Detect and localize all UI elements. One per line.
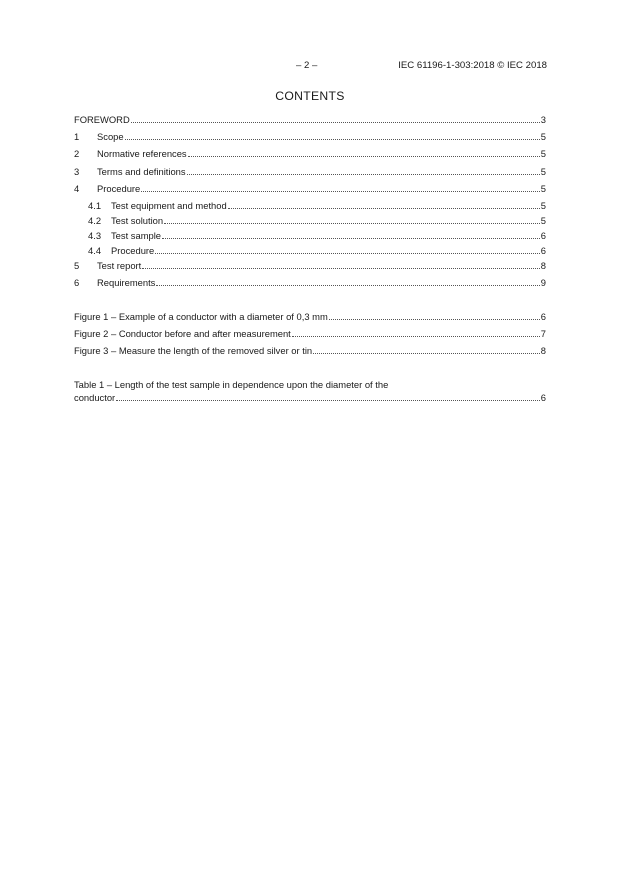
toc-entry-text-line1: Table 1 – Length of the test sample in dependence upon the diameter of the bbox=[74, 379, 389, 390]
leader-dots bbox=[228, 207, 540, 209]
leader-dots bbox=[292, 335, 540, 337]
toc-entry-procedure-sub[interactable] bbox=[74, 243, 546, 257]
toc-entry-text: Figure 2 – Conductor before and after measurement bbox=[74, 328, 291, 339]
toc-entry-page: 6 bbox=[540, 311, 546, 322]
toc-entry-number: 4.1 bbox=[88, 200, 102, 211]
contents-title: CONTENTS bbox=[275, 89, 345, 103]
leader-dots bbox=[125, 138, 540, 140]
toc-entry-text: Scope bbox=[97, 131, 124, 142]
toc-entry-text: Terms and definitions bbox=[97, 166, 186, 177]
toc-table-1-line2 bbox=[74, 391, 546, 404]
toc-entry-page: 5 bbox=[540, 215, 546, 226]
toc-entry-text: Test report bbox=[97, 260, 142, 271]
toc-entry-page: 5 bbox=[540, 166, 546, 177]
toc-figure-2[interactable] bbox=[74, 326, 546, 340]
toc-entry-scope[interactable] bbox=[74, 129, 546, 143]
leader-dots bbox=[142, 267, 539, 269]
toc-entry-text: Figure 1 – Example of a conductor with a diameter of 0,3 mm bbox=[74, 311, 328, 322]
toc-entry-number: 6 bbox=[74, 277, 80, 288]
toc-entry-test-report[interactable] bbox=[74, 258, 546, 272]
toc-entry-page: 5 bbox=[540, 183, 546, 194]
toc-entry-text: Figure 3 – Measure the length of the removed silver or tin bbox=[74, 345, 313, 356]
toc-entry-number: 5 bbox=[74, 260, 80, 271]
toc-entry-number: 4.2 bbox=[88, 215, 102, 226]
page-header bbox=[0, 60, 620, 74]
toc-entry-page: 5 bbox=[540, 148, 546, 159]
leader-dots bbox=[164, 222, 540, 224]
page-number: – 2 – bbox=[296, 60, 318, 71]
toc-entry-requirements[interactable] bbox=[74, 275, 546, 289]
toc-entry-page: 6 bbox=[540, 230, 546, 241]
toc-entry-terms-and-definitions[interactable] bbox=[74, 164, 546, 178]
toc-entry-text: Test sample bbox=[111, 230, 162, 241]
leader-dots bbox=[162, 237, 540, 239]
toc-entry-page: 9 bbox=[540, 277, 546, 288]
leader-dots bbox=[156, 284, 539, 286]
leader-dots bbox=[116, 399, 540, 401]
toc-entry-page: 6 bbox=[540, 245, 546, 256]
toc-entry-number: 4 bbox=[74, 183, 80, 194]
leader-dots bbox=[188, 155, 540, 157]
toc-entry-text: Normative references bbox=[97, 148, 187, 159]
toc-entry-number: 4.3 bbox=[88, 230, 102, 241]
toc-figure-3[interactable] bbox=[74, 343, 546, 357]
toc-entry-foreword[interactable] bbox=[74, 112, 546, 126]
toc-entry-number: 3 bbox=[74, 166, 80, 177]
toc-entry-number: 4.4 bbox=[88, 245, 102, 256]
toc-entry-number: 1 bbox=[74, 131, 80, 142]
toc-entry-number: 2 bbox=[74, 148, 80, 159]
toc-entry-text: Test equipment and method bbox=[111, 200, 227, 211]
toc-entry-test-solution[interactable] bbox=[74, 213, 546, 227]
leader-dots bbox=[329, 318, 540, 320]
toc-entry-page: 7 bbox=[540, 328, 546, 339]
document-reference: IEC 61196-1-303:2018 © IEC 2018 bbox=[398, 60, 547, 71]
toc-entry-text: FOREWORD bbox=[74, 114, 130, 125]
toc-entry-test-equipment[interactable] bbox=[74, 198, 546, 212]
toc-entry-page: 5 bbox=[540, 131, 546, 142]
toc-entry-text: Procedure bbox=[97, 183, 141, 194]
toc-entry-test-sample[interactable] bbox=[74, 228, 546, 242]
toc-entry-page: 5 bbox=[540, 200, 546, 211]
toc-entry-page: 3 bbox=[540, 114, 546, 125]
leader-dots bbox=[313, 352, 540, 354]
toc-entry-page: 8 bbox=[540, 345, 546, 356]
toc-entry-normative-references[interactable] bbox=[74, 146, 546, 160]
leader-dots bbox=[141, 190, 540, 192]
toc-figure-1[interactable] bbox=[74, 309, 546, 323]
leader-dots bbox=[155, 252, 540, 254]
toc-entry-text: Requirements bbox=[97, 277, 156, 288]
toc-entry-procedure[interactable] bbox=[74, 181, 546, 195]
leader-dots bbox=[187, 173, 540, 175]
toc-table-1[interactable] bbox=[74, 379, 546, 404]
leader-dots bbox=[131, 121, 540, 123]
toc-entry-page: 6 bbox=[540, 392, 546, 403]
toc-entry-text: Test solution bbox=[111, 215, 164, 226]
toc-entry-text: Procedure bbox=[111, 245, 155, 256]
toc-entry-text-line2: conductor bbox=[74, 392, 116, 403]
toc-entry-page: 8 bbox=[540, 260, 546, 271]
